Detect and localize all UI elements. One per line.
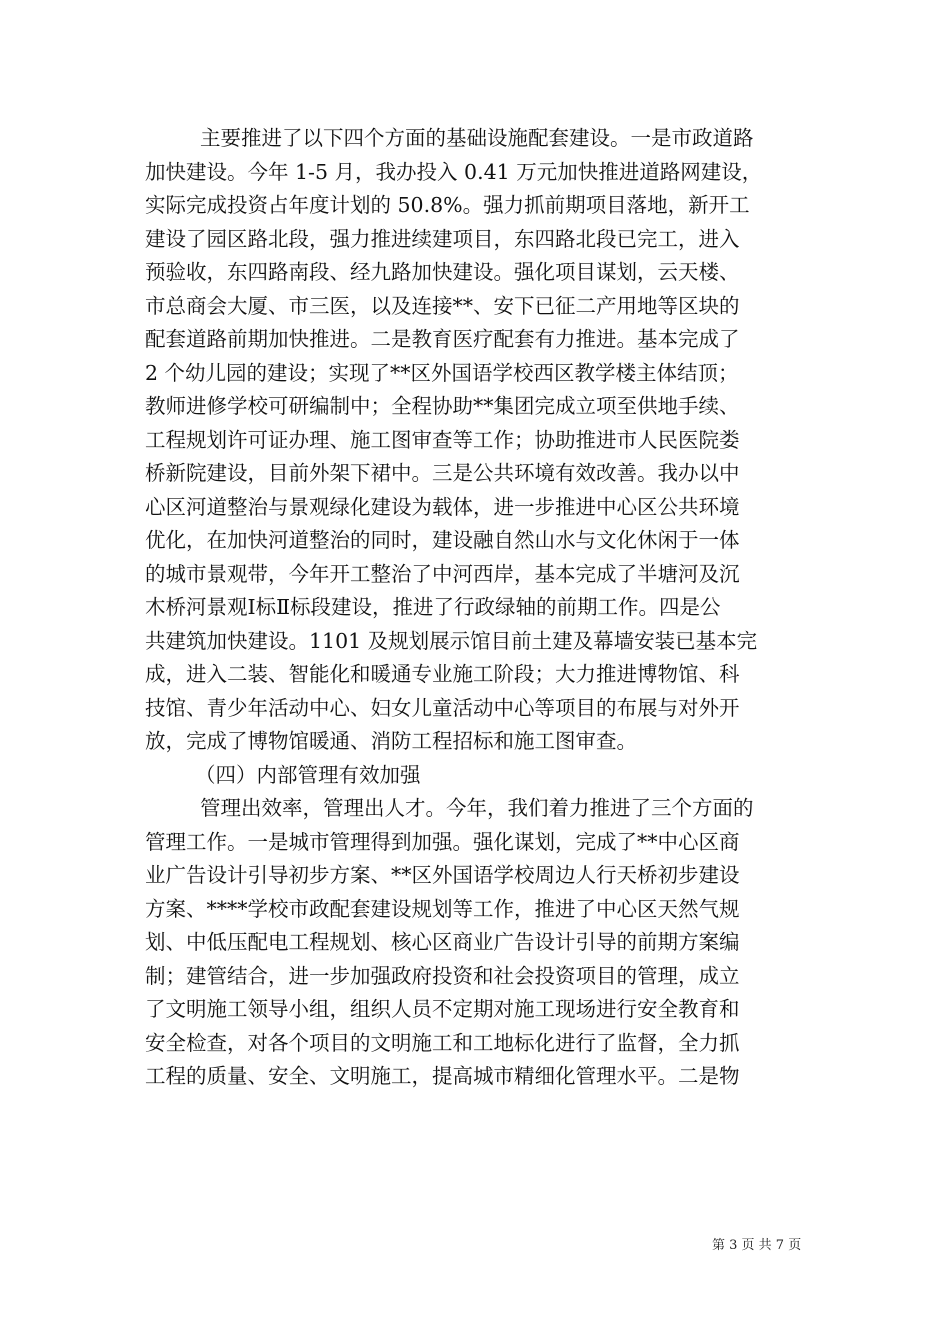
paragraph-line: 的城市景观带，今年开工整治了中河西岸，基本完成了半塘河及沉: [145, 561, 740, 586]
paragraph-line: 成，进入二装、智能化和暖通专业施工阶段；大力推进博物馆、科: [145, 662, 740, 686]
paragraph-line: 实际完成投资占年度计划的 50.8%。强力抓前期项目落地，新开工: [145, 193, 750, 217]
paragraph-line: 工程规划许可证办理、施工图审查等工作；协助推进市人民医院娄: [145, 427, 740, 452]
section-heading: （四）内部管理有效加强: [195, 762, 421, 787]
paragraph-line: 工程的质量、安全、文明施工，提高城市精细化管理水平。二是物: [145, 1064, 740, 1088]
paragraph-line: 加快建设。今年 1-5 月，我办投入 0.41 万元加快推进道路网建设，: [145, 159, 763, 184]
paragraph-line: 管理出效率，管理出人才。今年，我们着力推进了三个方面的: [200, 796, 754, 820]
paragraph-line: 划、中低压配电工程规划、核心区商业广告设计引导的前期方案编: [145, 930, 740, 954]
paragraph-line: 2 个幼儿园的建设；实现了**区外国语学校西区教学楼主体结顶；: [145, 360, 739, 385]
paragraph-line: 木桥河景观Ⅰ标Ⅱ标段建设，推进了行政绿轴的前期工作。四是公: [145, 595, 721, 619]
paragraph-line: 安全检查，对各个项目的文明施工和工地标化进行了监督，全力抓: [145, 1030, 740, 1055]
paragraph-line: 管理工作。一是城市管理得到加强。强化谋划，完成了**中心区商: [145, 829, 740, 854]
paragraph-line: 教师进修学校可研编制中；全程协助**集团完成立项至供地手续、: [145, 394, 740, 418]
page-number-footer: 第 3 页 共 7 页: [712, 1238, 802, 1253]
paragraph-line: 心区河道整治与景观绿化建设为载体，进一步推进中心区公共环境: [145, 494, 740, 519]
paragraph-line: 配套道路前期加快推进。二是教育医疗配套有力推进。基本完成了: [145, 327, 740, 351]
paragraph-line: 共建筑加快建设。1101 及规划展示馆目前土建及幕墙安装已基本完: [145, 628, 758, 653]
paragraph-line: 了文明施工领导小组，组织人员不定期对施工现场进行安全教育和: [145, 997, 740, 1021]
paragraph-line: 制；建管结合，进一步加强政府投资和社会投资项目的管理，成立: [145, 963, 740, 988]
paragraph-line: 建设了园区路北段，强力推进续建项目，东四路北段已完工，进入: [145, 226, 740, 251]
paragraph-line: 主要推进了以下四个方面的基础设施配套建设。一是市政道路: [200, 126, 754, 150]
paragraph-line: 技馆、青少年活动中心、妇女儿童活动中心等项目的布展与对外开: [145, 695, 740, 720]
paragraph-line: 方案、****学校市政配套建设规划等工作，推进了中心区天然气规: [145, 896, 740, 921]
paragraph-line: 放，完成了博物馆暖通、消防工程招标和施工图审查。: [145, 729, 637, 753]
paragraph-line: 桥新院建设，目前外架下裙中。三是公共环境有效改善。我办以中: [145, 461, 740, 485]
document-body: [145, 122, 810, 1094]
paragraph-line: 市总商会大厦、市三医，以及连接**、安下已征二产用地等区块的: [145, 293, 740, 318]
paragraph-line: 优化，在加快河道整治的同时，建设融自然山水与文化休闲于一体: [145, 528, 740, 552]
paragraph-line: 预验收，东四路南段、经九路加快建设。强化项目谋划，云天楼、: [145, 260, 740, 284]
paragraph-line: 业广告设计引导初步方案、**区外国语学校周边人行天桥初步建设: [145, 863, 740, 887]
